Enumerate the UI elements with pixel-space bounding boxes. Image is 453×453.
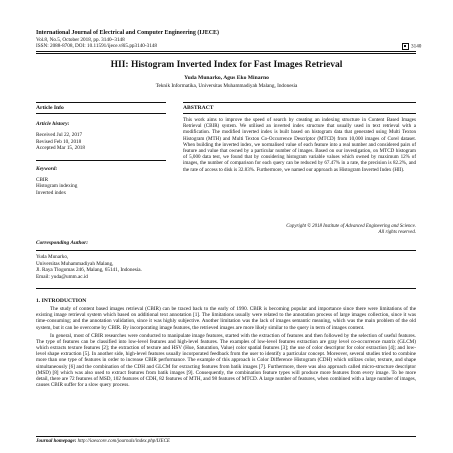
corresponding-author-heading: Corresponding Author: [36,240,89,246]
corresponding-author-details [36,254,336,280]
author-address: Jl. Raya Tlogomas 246, Malang, 65141, Indonesia. [36,267,142,274]
abstract-column [183,102,416,113]
keyword-rule [36,160,166,161]
copyright [183,224,416,236]
header-rule-thin [36,53,416,54]
paper-title: HII: Histogram Inverted Index for Fast Images Retrieval [110,60,343,70]
keyword-item: Histogram indexing [36,183,78,190]
article-info-rule [36,113,166,114]
authors: Yuda Munarko, Agus Eko Minarno [184,75,269,81]
article-history-label: Article history: [36,121,70,128]
section-body [36,306,416,390]
article-info-column [36,102,166,196]
paragraph: The study of content based images retrieval (CBIR) can be traced back to the early of 1990. CBIR is becoming popular and importance since there were limitations of the existing image retrieval system which based on additional text annotation [1]. The limitations usually were related to the annotation process of large images collection, since it was time-consuming; and the annotation validation, since it was highly subjective. Another limitation was the lack of images semantic meaning, which was the main problem of the old system, but it can be overcome by CBIR. By incorporating image features, the retrieved images are more likely similar to the query in term of images content. [36,306,416,331]
keyword-item: Inverted index [36,189,67,196]
corresponding-rule [36,250,416,251]
journal-mark-icon [402,43,409,50]
affiliation: Teknik Informatika, Universitas Muhammadiyah Malang, Indonesia [155,83,298,89]
abstract-heading: ABSTRACT [183,104,214,111]
author-name: Yuda Munarko, [36,254,69,260]
abstract-text: This work aims to improve the speed of search by creating an indexing structure in Content Based Images Retrieval (CBIR) system. We utilised an inverted index structure that usually used in text retrieval with a modification. The modified inverted index is built based on histogram data that generated using Multi Texton Histogram (MTH) and Multi Texton Co-Occurrence Descriptor (MTCD) from 10,000 images of Corel dataset. When building the inverted index, we normalised value of each feature into a real number and considered pairs of feature and value that owned by a particular number of images. Based on our investigation, on MTCD histogram of 5,000 data test, we found that by considering histogram variable values which owned by maximum 12% of images, the number of comparison for each query can be reduced by 67.47% in a rate, the precision is 82.2%, and the rate of access to disk is 32.83%. Furthermore, we named our approach as Histogram Inverted Index (HII). [183,117,416,173]
copyright-line: Copyright © 2018 Institute of Advanced Engineering and Science. [286,224,416,229]
article-info-top-rule [36,102,166,103]
page-number [402,43,421,50]
abstract-top-rule [183,102,416,103]
footer-rule [36,436,416,437]
author-email: Email: yuda@umm.ac.id [36,273,88,280]
received-date: Received Jul 22, 2017 [36,132,83,139]
keyword-item: CBIR [36,176,49,183]
section-title: 1. INTRODUCTION [36,298,87,304]
footer-url[interactable]: http://iaescore.com/journals/index.php/IJECE [77,439,170,444]
keyword-label: Keyword: [36,165,58,172]
author-institution: Universitas Muhammadiyah Malang, [36,260,114,267]
abstract-rule [183,113,416,114]
accepted-date: Accepted Mar 15, 2018 [36,145,85,152]
footer [36,439,170,444]
paragraph: In general, most of CBIR researches were conducted to manipulate image features, started with the extraction of features and then followed by the selection of useful features. The type of features can be classified into low-level features and high-level features. The examples of low-level features extraction are gray level co-occurrence matrix (GLCM) which extracts texture features [2]; the extraction of texture and HSV (Hue, Saturation, Value) color spatial features [3]; the use of color descriptor for color extraction [4]; and low-level shape extraction [5]. In another side, high-level features usually incorporated feedback from the user to identify a particular concept. Moreover, several studies tried to combine more than one type of features in order to increase CBIR performance. The example of this approach is Color Difference Histogram (CDH) which utilizes color, texture, and shape simultaneously [6] and the combination of the CDH and GLCM for extracting features from batik images [7]. Furthermore, there was also approach called micro-structure descriptor (MSD) [8] which was also used to extract features from batik images [9]. Consequently, the combination feature types will produce more features from every image. To be more detail, there are 72 features of MSD, 102 features of CDH, 82 features of MTH, and 98 features of MTCD. A large number of features, when combined with a large number of images, causes CBIR suffer for a slow query process. [36,332,416,389]
page-number-text: 3140 [411,43,422,50]
footer-label: Journal homepage: [36,439,77,444]
article-info-heading: Article Info [36,104,64,111]
volume-line: Vol.8, No.5, October 2018, pp. 3140~3148 [36,37,125,43]
rights-line: All rights reserved. [378,230,416,235]
revised-date: Revised Feb 10, 2018 [36,138,82,145]
corresponding-bottom-rule [36,288,416,289]
journal-title: International Journal of Electrical and Computer Engineering (IJECE) [36,30,220,36]
issn-line: ISSN: 2088-8708, DOI: 10.11591/ijece.v8i5.pp3140-3148 [36,43,157,49]
header-rule [36,51,416,52]
